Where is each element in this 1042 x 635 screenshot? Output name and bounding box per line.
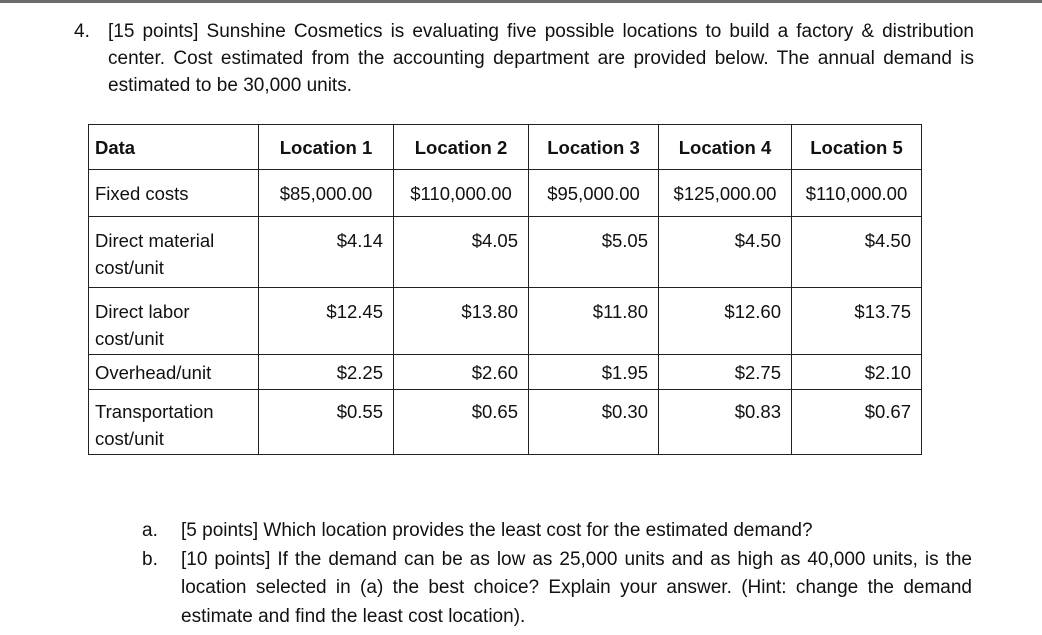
row-label: Overhead/unit xyxy=(89,355,259,390)
cell-location-4: $2.75 xyxy=(659,355,792,390)
top-rule xyxy=(0,0,1042,3)
cell-location-3: $11.80 xyxy=(529,288,659,355)
table-row-transportation xyxy=(89,390,922,455)
header-location-5: Location 5 xyxy=(792,125,922,170)
cell-location-1: $4.14 xyxy=(259,217,394,288)
row-label-line: Transportation xyxy=(95,401,214,422)
cell-location-2: $2.60 xyxy=(394,355,529,390)
question-text: [15 points] Sunshine Cosmetics is evaluating five possible locations to build a factory & distribution center. Cost estimated from the accounting department are provided below. The annual demand is estimated to be 30,000 units. xyxy=(108,21,974,96)
header-data: Data xyxy=(89,125,259,170)
header-location-4: Location 4 xyxy=(659,125,792,170)
row-label xyxy=(89,390,259,455)
row-label xyxy=(89,217,259,288)
cell-location-4: $4.50 xyxy=(659,217,792,288)
subquestion-text: [10 points] If the demand can be as low as 25,000 units and as high as 40,000 units, is the location selected in (a) the best choice? Explain your answer. (Hint: change the demand estimate and find the least cost location). xyxy=(181,548,972,627)
row-label-line: Direct material xyxy=(95,230,215,251)
subquestion-letter: a. xyxy=(142,520,158,541)
table-row-overhead xyxy=(89,355,922,390)
header-location-3: Location 3 xyxy=(529,125,659,170)
cell-location-5: $0.67 xyxy=(792,390,922,455)
cell-location-1: $85,000.00 xyxy=(259,170,394,217)
row-label-line: cost/unit xyxy=(95,428,164,449)
cell-location-5: $110,000.00 xyxy=(792,170,922,217)
question-block xyxy=(74,18,974,99)
row-label xyxy=(89,288,259,355)
cell-location-4: $125,000.00 xyxy=(659,170,792,217)
subquestion-a xyxy=(142,517,972,546)
table-row-direct-labor xyxy=(89,288,922,355)
subquestion-letter: b. xyxy=(142,548,158,570)
cell-location-4: $12.60 xyxy=(659,288,792,355)
table-header-row xyxy=(89,125,922,170)
row-label-line: cost/unit xyxy=(95,257,164,278)
cell-location-2: $13.80 xyxy=(394,288,529,355)
row-label-line: cost/unit xyxy=(95,328,164,349)
cell-location-2: $110,000.00 xyxy=(394,170,529,217)
cell-location-4: $0.83 xyxy=(659,390,792,455)
header-location-1: Location 1 xyxy=(259,125,394,170)
cell-location-3: $95,000.00 xyxy=(529,170,659,217)
cell-location-1: $0.55 xyxy=(259,390,394,455)
cell-location-3: $0.30 xyxy=(529,390,659,455)
row-label: Fixed costs xyxy=(89,170,259,217)
subquestion-list xyxy=(142,517,972,631)
question-number: 4. xyxy=(74,21,90,42)
cell-location-5: $13.75 xyxy=(792,288,922,355)
table-row-fixed-costs xyxy=(89,170,922,217)
cell-location-3: $5.05 xyxy=(529,217,659,288)
cell-location-5: $4.50 xyxy=(792,217,922,288)
cell-location-2: $4.05 xyxy=(394,217,529,288)
cost-table xyxy=(88,124,922,455)
subquestion-b xyxy=(142,546,972,632)
cell-location-3: $1.95 xyxy=(529,355,659,390)
row-label-line: Direct labor xyxy=(95,301,190,322)
cell-location-1: $12.45 xyxy=(259,288,394,355)
cell-location-2: $0.65 xyxy=(394,390,529,455)
subquestion-text: [5 points] Which location provides the least cost for the estimated demand? xyxy=(181,520,813,541)
header-location-2: Location 2 xyxy=(394,125,529,170)
table-row-direct-material xyxy=(89,217,922,288)
cell-location-5: $2.10 xyxy=(792,355,922,390)
cell-location-1: $2.25 xyxy=(259,355,394,390)
